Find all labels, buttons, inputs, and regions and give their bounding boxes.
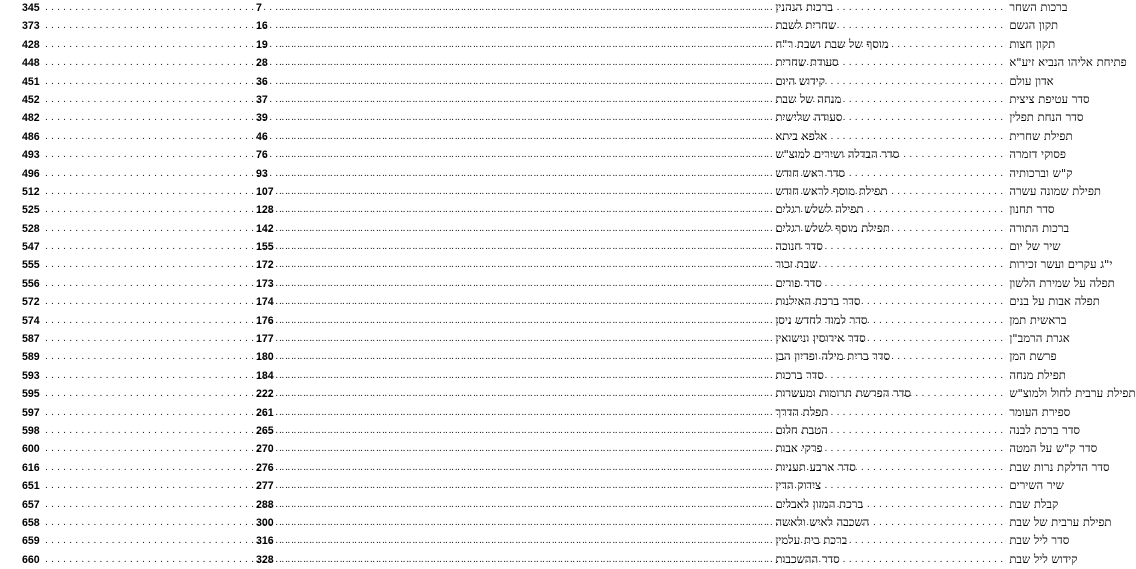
toc-entry-title: סעודת שחרית — [775, 55, 839, 70]
dot-leader — [45, 17, 772, 35]
toc-entry-title: שיר של יום — [1009, 239, 1061, 254]
dot-leader — [45, 238, 772, 256]
toc-entry-title: שיר השירים — [1009, 478, 1064, 493]
toc-page-number: 328 — [256, 553, 274, 566]
dot-leader — [45, 220, 772, 238]
toc-entry-title: קידוש היום — [775, 73, 825, 88]
toc-page-number: 547 — [22, 241, 40, 254]
dot-leader — [45, 293, 772, 311]
toc-page-number: 512 — [22, 185, 40, 198]
toc-entry-title: ספירת העומר — [1009, 404, 1071, 419]
toc-page-number: 345 — [22, 2, 40, 14]
toc-page-number: 528 — [22, 222, 40, 235]
toc-page-number: 660 — [22, 553, 40, 566]
toc-entry-title: סדר ארבע תעניות — [775, 459, 856, 474]
toc-page-number: 593 — [22, 369, 40, 382]
toc-page-number: 46 — [256, 130, 268, 143]
toc-page-number: 597 — [22, 406, 40, 419]
toc-page-number: 574 — [22, 314, 40, 327]
toc-entry-title: תפילת ערבית של שבת — [1009, 514, 1112, 529]
toc-page-number: 222 — [256, 388, 274, 401]
toc-entry-title: קבלת שבת — [1009, 496, 1059, 511]
toc-page-number: 616 — [22, 461, 40, 474]
toc-page-number: 16 — [256, 20, 268, 33]
toc-entry-title: ברכות השחר — [1009, 0, 1068, 14]
toc-entry-title: סדר ברכות — [775, 367, 824, 382]
toc-entry-title: קידוש ליל שבת — [1009, 551, 1078, 566]
toc-entry-title: תקון הגשם — [1009, 18, 1059, 33]
toc-entry-title: תפלה על שמירת הלשון — [1009, 275, 1115, 290]
toc-page-number: 556 — [22, 277, 40, 290]
toc-page-number: 184 — [256, 369, 274, 382]
toc-entry-title: מוסף של שבת ושבת ר"ח — [775, 36, 889, 51]
toc-page-number: 452 — [22, 93, 40, 106]
dot-leader — [45, 551, 772, 569]
toc-page-number: 107 — [256, 185, 274, 198]
toc-page-number: 93 — [256, 167, 268, 180]
toc-entry-title: סדר למוד לחדש ניסן — [775, 312, 868, 327]
toc-entry-title: תפילת שמונה עשרה — [1009, 183, 1101, 198]
toc-page-number: 277 — [256, 480, 274, 493]
toc-entry-title: ברכת המזון לאבלים — [775, 496, 864, 511]
toc-page-number: 28 — [256, 57, 268, 70]
toc-page-number: 496 — [22, 167, 40, 180]
toc-entry-title: ברכת בית עלמין — [775, 533, 848, 548]
toc-page-number: 589 — [22, 351, 40, 364]
toc-entry-title: צידוק הדין — [775, 478, 822, 493]
toc-entry-title: השכבה לאיש ולאשה — [775, 514, 870, 529]
toc-entry-title: ק"ש וברכותיה — [1009, 165, 1073, 180]
toc-entry-title: תפילת ערבית לחול ולמוצ"ש — [1009, 386, 1136, 401]
dot-leader — [45, 201, 772, 219]
dot-leader — [45, 109, 772, 127]
dot-leader — [45, 404, 772, 422]
toc-entry-title: סדר חנוכה — [775, 239, 823, 254]
toc-page-number: 7 — [256, 2, 262, 14]
toc-entry-title: הטבת חלום — [775, 422, 828, 437]
toc-page-number: 261 — [256, 406, 274, 419]
dot-leader — [45, 477, 772, 495]
toc-entry-title: סעודה שלישית — [775, 110, 843, 125]
toc-page-number: 595 — [22, 388, 40, 401]
dot-leader — [45, 91, 772, 109]
dot-leader — [45, 73, 772, 91]
toc-entry-title: תפילת מנחה — [1009, 367, 1066, 382]
toc-entry-title: ברכות הנהנין — [775, 0, 833, 14]
toc-page-number: 270 — [256, 443, 274, 456]
dot-leader — [45, 0, 772, 17]
toc-page-number: 265 — [256, 424, 274, 437]
dot-leader — [45, 514, 772, 532]
dot-leader — [45, 459, 772, 477]
toc-entry-title: פרשת המן — [1009, 349, 1057, 364]
toc-page-number: 177 — [256, 333, 274, 346]
toc-page-number: 39 — [256, 112, 268, 125]
toc-entry-title: סדר ההשכבות — [775, 551, 840, 566]
dot-leader — [45, 165, 772, 183]
toc-entry-title: פסוקי דזמרה — [1009, 147, 1066, 162]
toc-page-number: 659 — [22, 535, 40, 548]
toc-entry-title: סדר ראש חודש — [775, 165, 846, 180]
toc-page-number: 142 — [256, 222, 274, 235]
dot-leader — [45, 54, 772, 72]
toc-page-number: 486 — [22, 130, 40, 143]
toc-page-number: 555 — [22, 259, 40, 272]
toc-entry-title: סדר הפרשת תרומות ומעשרות — [775, 386, 911, 401]
toc-entry-title: תפלת הדרך — [775, 404, 829, 419]
toc-page-number: 657 — [22, 498, 40, 511]
toc-page-number: 525 — [22, 204, 40, 217]
toc-entry-title: אדון עולם — [1009, 73, 1054, 88]
toc-page-number: 598 — [22, 424, 40, 437]
dot-leader — [45, 440, 772, 458]
dot-leader — [45, 128, 772, 146]
toc-entry-title: תפלה אבות על בנים — [1009, 294, 1100, 309]
toc-entry-title: תפילת מוסף לשלש רגלים — [775, 220, 890, 235]
dot-leader — [45, 385, 772, 403]
toc-entry-title: אגרת הרמב"ן — [1009, 331, 1070, 346]
toc-page-number: 19 — [256, 38, 268, 51]
toc-entry-title: בראשית תמן — [1009, 312, 1067, 327]
toc-page-number: 176 — [256, 314, 274, 327]
toc-entry-title: סדר ברית מילה ופדיון הבן — [775, 349, 891, 364]
toc-entry-title: אלפא ביתא — [775, 128, 828, 143]
toc-entry-title: סדר פורים — [775, 275, 822, 290]
toc-entry-title: י"ג עקרים ועשר זכירות — [1009, 257, 1113, 272]
toc-entry-title: סדר הדלקת נרות שבת — [1009, 459, 1110, 474]
toc-page-number: 448 — [22, 57, 40, 70]
toc-entry-title: סדר ברכת לבנה — [1009, 422, 1081, 437]
toc-page-number: 493 — [22, 149, 40, 162]
toc-entry-title: תקון חצות — [1009, 36, 1056, 51]
toc-entry-title: מנחה של שבת — [775, 91, 842, 106]
toc-entry-title: סדר ק"ש על המטה — [1009, 441, 1098, 456]
toc-page-number: 658 — [22, 516, 40, 529]
toc-page-number: 288 — [256, 498, 274, 511]
toc-page-number: 36 — [256, 75, 268, 88]
toc-entry — [22, 0, 833, 16]
toc-entry-title: תפילת שחרית — [1009, 128, 1073, 143]
toc-entry-title: שחרית לשבת — [775, 18, 837, 33]
toc-entry-title: סדר ברכת האילנות — [775, 294, 861, 309]
toc-page-number: 155 — [256, 241, 274, 254]
toc-entry-title: תפילה לשלש רגלים — [775, 202, 864, 217]
toc-page-number: 180 — [256, 351, 274, 364]
toc-entry-title: פתיחת אליהו הנביא זיע"א — [1009, 55, 1127, 70]
dot-leader — [45, 312, 772, 330]
toc-entry-title: סדר הנחת תפלין — [1009, 110, 1084, 125]
dot-leader — [45, 36, 772, 54]
dot-leader — [45, 496, 772, 514]
toc-entry-title: סדר הבדלה ושירים למוצ"ש — [775, 147, 900, 162]
toc-page-number: 587 — [22, 333, 40, 346]
dot-leader — [45, 422, 772, 440]
dot-leader — [45, 367, 772, 385]
toc-entry-title: ברכות התורה — [1009, 220, 1070, 235]
dot-leader — [45, 275, 772, 293]
toc-page-number: 600 — [22, 443, 40, 456]
toc-page-number: 300 — [256, 516, 274, 529]
toc-page-number: 651 — [22, 480, 40, 493]
dot-leader — [45, 183, 772, 201]
dot-leader — [45, 146, 772, 164]
toc-page-number: 128 — [256, 204, 274, 217]
dot-leader — [45, 348, 772, 366]
toc-page-number: 173 — [256, 277, 274, 290]
toc-page-number: 428 — [22, 38, 40, 51]
toc-page-number: 572 — [22, 296, 40, 309]
toc-entry-title: פרקי אבות — [775, 441, 823, 456]
toc-entry-title: סדר עטיפת ציצית — [1009, 91, 1090, 106]
toc-page-number: 37 — [256, 93, 268, 106]
toc-page-number: 276 — [256, 461, 274, 474]
toc-page-number: 482 — [22, 112, 40, 125]
toc-entry-title: סדר אירוסין ונישואין — [775, 331, 866, 346]
toc-page-number: 451 — [22, 75, 40, 88]
toc-entry-title: תפילת מוסף לראש חודש — [775, 183, 888, 198]
toc-page-number: 373 — [22, 20, 40, 33]
dot-leader — [45, 532, 772, 550]
toc-entry-title: סדר ליל שבת — [1009, 533, 1070, 548]
toc-page-number: 76 — [256, 149, 268, 162]
dot-leader — [45, 330, 772, 348]
toc-entry-title: סדר תחנון — [1009, 202, 1055, 217]
toc-page-number: 172 — [256, 259, 274, 272]
toc-entry-title: שבת זכור — [775, 257, 818, 272]
toc-page-number: 174 — [256, 296, 274, 309]
toc-page-number: 316 — [256, 535, 274, 548]
dot-leader — [45, 256, 772, 274]
